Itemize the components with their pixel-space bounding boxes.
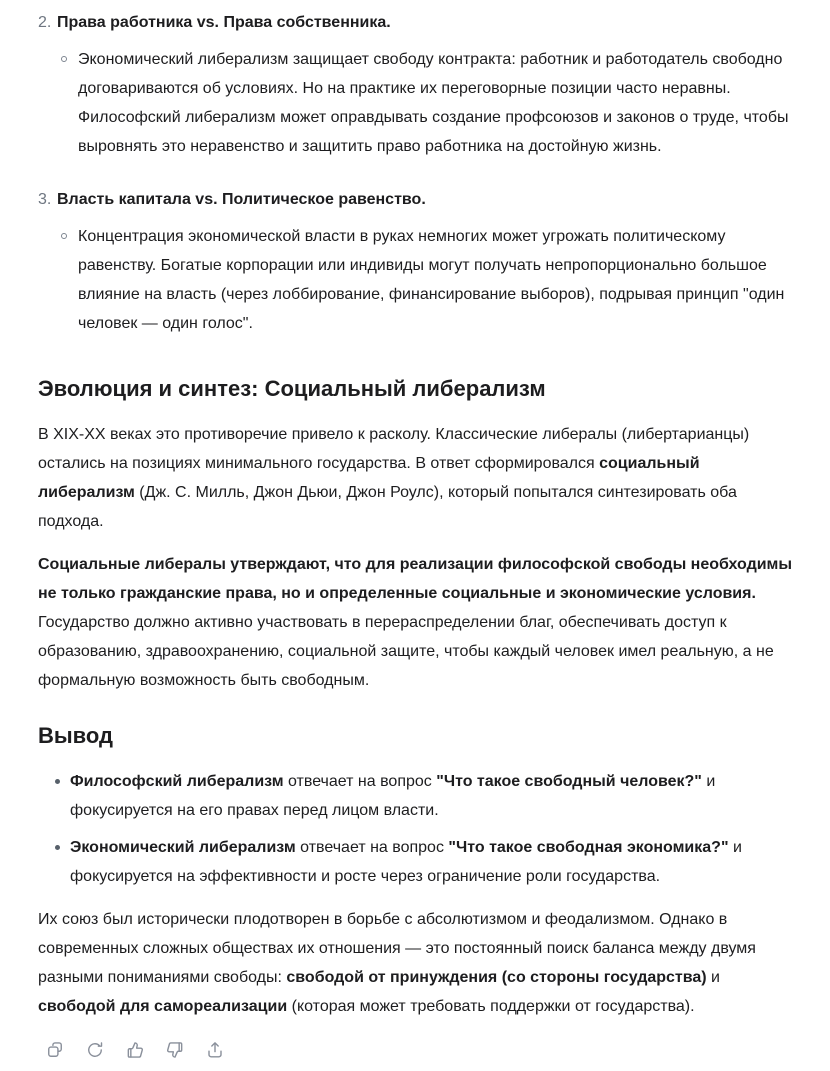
evolution-paragraph-2: Социальные либералы утверждают, что для реализации философской свободы необходимы не только гражданские права, но и определенные социальные и экономические условия. Государство должно активно участвовать в перераспределении благ, обеспечивать доступ к образованию, здравоохранению, социальной защите, чтобы каждый человек имел реальную, а не формальную возможность быть свободным.	[38, 556, 793, 689]
sub-list-item	[57, 222, 800, 338]
dot-bullet-icon	[55, 779, 60, 784]
list-item	[38, 8, 800, 171]
list-item	[38, 185, 800, 348]
dot-bullet-icon	[55, 845, 60, 850]
retry-button[interactable]	[84, 1039, 106, 1061]
share-button[interactable]	[204, 1039, 226, 1061]
copy-button[interactable]	[44, 1039, 66, 1061]
bullet-item-text: Философский либерализм отвечает на вопрос "Что такое свободный человек?" и фокусируется на его правах перед лицом власти.	[70, 773, 716, 819]
circle-bullet-icon	[61, 233, 67, 239]
message-action-toolbar	[38, 1035, 800, 1071]
sub-list-item-text: Экономический либерализм защищает свободу контракта: работник и работодатель свободно договариваются об условиях. Но на практике их переговорные позиции часто неравны. Философский либерализм может оправдывать создание профсоюзов и законов о труде, чтобы выровнять это неравенство и защитить право работника на достойную жизнь.	[78, 51, 789, 155]
thumbs-up-button[interactable]	[124, 1039, 146, 1061]
list-item-number: 2.	[38, 14, 52, 31]
list-item-title: Власть капитала vs. Политическое равенство.	[57, 191, 426, 208]
closing-paragraph: Их союз был исторически плодотворен в борьбе с абсолютизмом и феодализмом. Однако в современных сложных обществах их отношения — это постоянный поиск баланса между двумя разными пониманиями свободы: свободой от принуждения (со стороны государства) и свободой для самореализации (которая может требовать поддержки от государства).	[38, 911, 756, 1015]
list-item-number: 3.	[38, 191, 52, 208]
circle-bullet-icon	[61, 56, 67, 62]
sub-list-item	[57, 45, 800, 161]
evolution-paragraph-1: В XIX-XX веках это противоречие привело к расколу. Классические либералы (либертарианцы) остались на позициях минимального государства. В ответ сформировался социальный либерализм (Дж. С. Милль, Джон Дьюи, Джон Роулс), который попытался синтезировать оба подхода.	[38, 426, 750, 530]
section-heading-conclusion: Вывод	[38, 723, 114, 748]
list-item-title: Права работника vs. Права собственника.	[57, 14, 391, 31]
bullet-item-text: Экономический либерализм отвечает на вопрос "Что такое свободная экономика?" и фокусируется на эффективности и росте через ограничение роли государства.	[70, 839, 742, 885]
bullet-list-item	[38, 767, 800, 825]
conclusion-bullet-list	[38, 767, 800, 891]
sub-list-item-text: Концентрация экономической власти в руках немногих может угрожать политическому равенству. Богатые корпорации или индивиды могут получать непропорционально большое влияние на власть (через лоббирование, финансирование выборов), подрывая принцип "один человек — один голос".	[78, 228, 785, 332]
numbered-list	[38, 8, 800, 348]
section-heading-evolution: Эволюция и синтез: Социальный либерализм	[38, 376, 546, 401]
bullet-list-item	[38, 833, 800, 891]
thumbs-down-button[interactable]	[164, 1039, 186, 1061]
